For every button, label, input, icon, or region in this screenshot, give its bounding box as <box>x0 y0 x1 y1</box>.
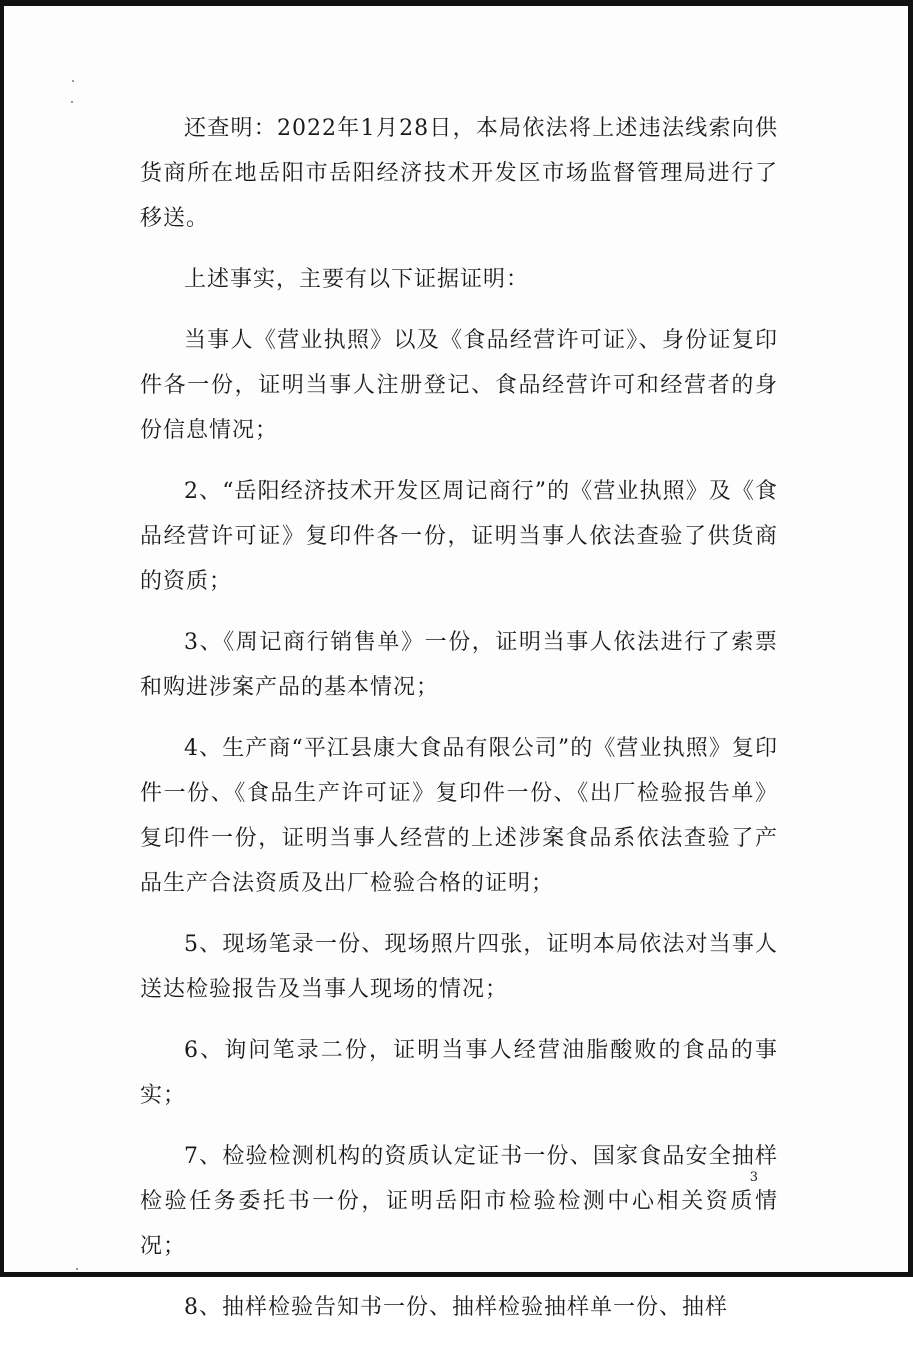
paragraph-evidence-7: 7、检验检测机构的资质认定证书一份、国家食品安全抽样检验任务委托书一份，证明岳阳市检验检测中心相关资质情况； <box>140 1144 778 1259</box>
paragraph-evidence-6: 6、询问笔录二份，证明当事人经营油脂酸败的食品的事实； <box>140 1038 778 1108</box>
paragraph-further-finding: 还查明：2022年1月28日，本局依法将上述违法线索向供货商所在地岳阳市岳阳经济技术开发区市场监督管理局进行了移送。 <box>140 116 778 231</box>
paragraph-evidence-3: 3、《周记商行销售单》一份，证明当事人依法进行了索票和购进涉案产品的基本情况； <box>140 630 778 700</box>
document-body <box>140 106 778 1346</box>
paragraph-evidence-intro: 上述事实，主要有以下证据证明： <box>184 267 530 292</box>
paragraph-evidence-5: 5、现场笔录一份、现场照片四张，证明本局依法对当事人送达检验报告及当事人现场的情况； <box>140 932 778 1002</box>
paragraph-evidence-2: 2、“岳阳经济技术开发区周记商行”的《营业执照》及《食品经营许可证》复印件各一份，证明当事人依法查验了供货商的资质； <box>140 479 778 594</box>
page-number: 3 <box>749 1170 758 1185</box>
scan-speck <box>76 1268 78 1270</box>
paragraph-evidence-4: 4、生产商“平江县康大食品有限公司”的《营业执照》复印件一份、《食品生产许可证》复印件一份、《出厂检验报告单》复印件一份，证明当事人经营的上述涉案食品系依法查验了产品生产合法资质及出厂检验合格的证明； <box>140 736 778 896</box>
paragraph-evidence-8: 8、抽样检验告知书一份、抽样检验抽样单一份、抽样 <box>184 1295 728 1320</box>
paragraph-evidence-1: 当事人《营业执照》以及《食品经营许可证》、身份证复印件各一份，证明当事人注册登记、食品经营许可和经营者的身份信息情况； <box>140 328 778 443</box>
scan-speck <box>71 101 73 103</box>
scan-speck <box>72 80 74 82</box>
